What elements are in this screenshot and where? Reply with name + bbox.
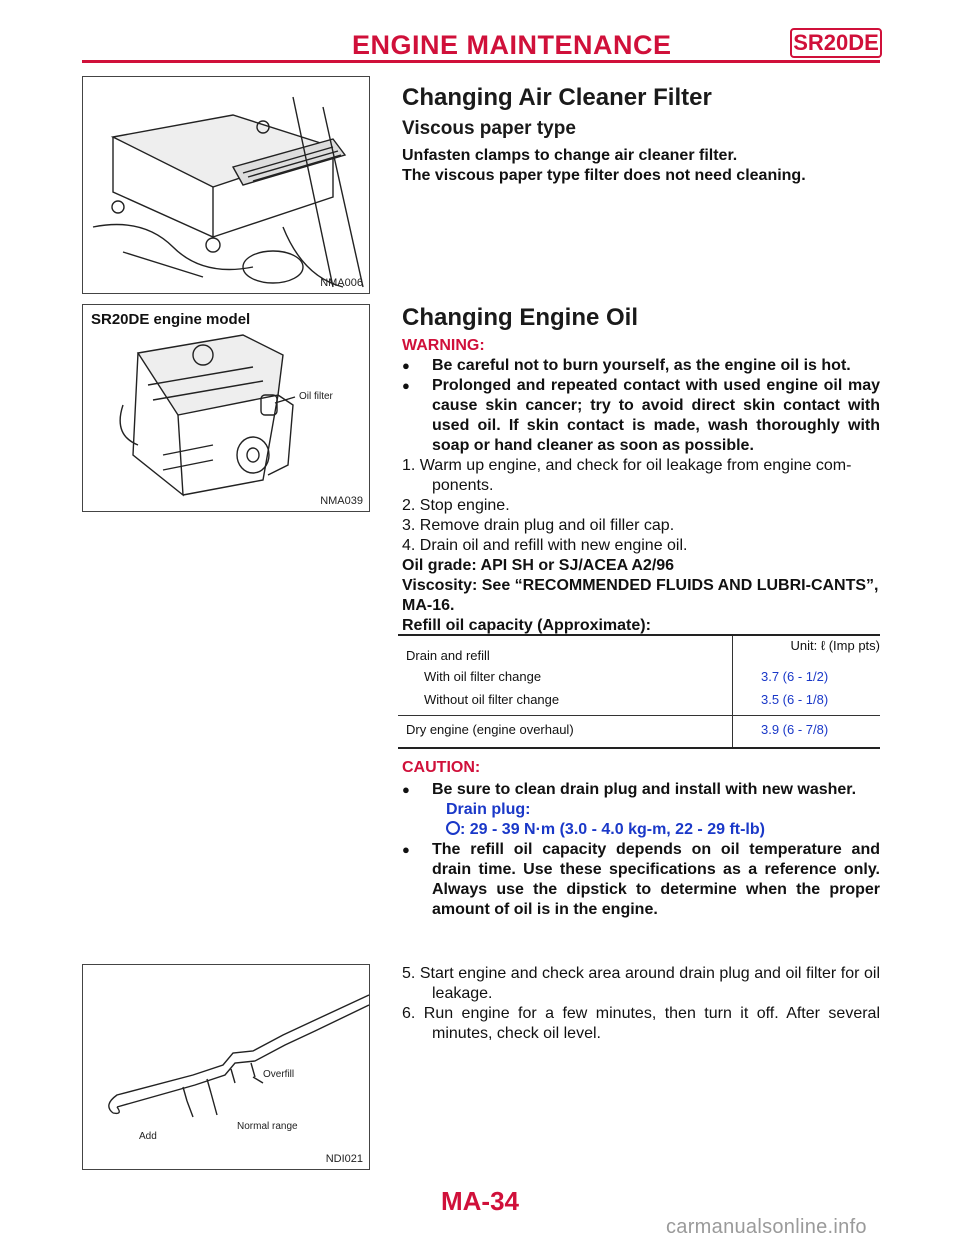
header-rule [82, 60, 880, 63]
table-row [398, 716, 880, 749]
warning-item: ● Be careful not to burn yourself, as the engine oil is hot. [402, 356, 880, 376]
section-title: Changing Air Cleaner Filter [402, 84, 712, 111]
warning-item: ● Prolonged and repeated contact with used engine oil may cause skin cancer; try to avoid direct skin contact with used oil. If skin contact is made, wash thoroughly with soap or hand cleaner as soon as possible. [402, 376, 880, 456]
refill-label: Refill oil capacity (Approximate): [402, 617, 651, 634]
watermark: carmanualsonline.info [666, 1216, 867, 1238]
figure-dipstick [82, 964, 370, 1170]
section-title: Changing Engine Oil [402, 304, 638, 331]
step-item: 5. Start engine and check area around drain plug and oil filter for oil leakage. [402, 965, 880, 1002]
step-item: 3. Remove drain plug and oil filler cap. [402, 517, 675, 534]
drain-plug-label: Drain plug: [446, 801, 531, 818]
check-steps [402, 964, 880, 1044]
step-item: 2. Stop engine. [402, 497, 510, 514]
engine-illustration [83, 305, 371, 513]
unit-note: Unit: ℓ (Imp pts) [790, 638, 880, 653]
caution-section [402, 758, 880, 920]
page-header [0, 26, 960, 62]
figure-code: NMA039 [320, 495, 363, 507]
section-subtitle: Viscous paper type [402, 118, 576, 139]
viscosity: Viscosity: See “RECOMMENDED FLUIDS AND LUBRI-CANTS”, MA-16. [402, 577, 879, 614]
step-item: 6. Run engine for a few minutes, then turn it off. After several minutes, check oil level. [402, 1005, 880, 1042]
table-cell: With oil filter change [424, 669, 542, 684]
oil-grade: Oil grade: API SH or SJ/ACEA A2/96 [402, 557, 675, 574]
add-label: Add [139, 1131, 157, 1142]
figure-code: NMA006 [320, 277, 363, 289]
figure-engine [82, 304, 370, 512]
table-cell: Without oil filter change [424, 692, 560, 707]
air-cleaner-illustration [83, 77, 371, 295]
step-item: 1. Warm up engine, and check for oil leakage from engine com-ponents. [402, 457, 852, 494]
engine-oil-section [402, 304, 880, 653]
instruction-line: Unfasten clamps to change air cleaner filter. [402, 147, 738, 164]
torque-wrench-icon [446, 821, 460, 835]
oil-capacity-table [398, 634, 880, 749]
engine-badge: SR20DE [790, 28, 882, 58]
oil-filter-label: Oil filter [299, 391, 333, 402]
air-cleaner-section [402, 84, 880, 186]
caution-label: CAUTION: [402, 759, 481, 776]
figure-caption: SR20DE engine model [91, 311, 251, 328]
figure-air-cleaner [82, 76, 370, 294]
table-row [398, 684, 880, 716]
table-cell: 3.7 (6 - 1/2) [761, 669, 829, 684]
caution-item: ● Be sure to clean drain plug and install with new washer. [402, 780, 880, 800]
page-number: MA-34 [440, 1186, 519, 1216]
dipstick-illustration [83, 965, 371, 1171]
table-cell: Dry engine (engine overhaul) [398, 716, 733, 749]
table-row [398, 663, 880, 684]
overfill-label: Overfill [263, 1069, 295, 1080]
figure-code: NDI021 [325, 1153, 363, 1165]
table-cell: 3.5 (6 - 1/8) [761, 692, 829, 707]
step-item: 4. Drain oil and refill with new engine oil. [402, 537, 688, 554]
instruction-line: The viscous paper type filter does not need cleaning. [402, 167, 806, 184]
normal-range-label: Normal range [237, 1121, 298, 1132]
table-row [398, 635, 880, 663]
warning-label: WARNING: [402, 337, 485, 354]
table-group-label: Drain and refill [398, 635, 733, 663]
caution-item: ● The refill oil capacity depends on oil temperature and drain time. Use these specifications as a reference only. Always use the dipstick to determine when the proper amount of oil is in the engine. [402, 840, 880, 920]
torque-spec: : 29 - 39 N·m (3.0 - 4.0 kg-m, 22 - 29 ft-lb) [460, 821, 765, 838]
table-cell: 3.9 (6 - 7/8) [761, 722, 829, 737]
page-title: ENGINE MAINTENANCE [352, 30, 672, 60]
